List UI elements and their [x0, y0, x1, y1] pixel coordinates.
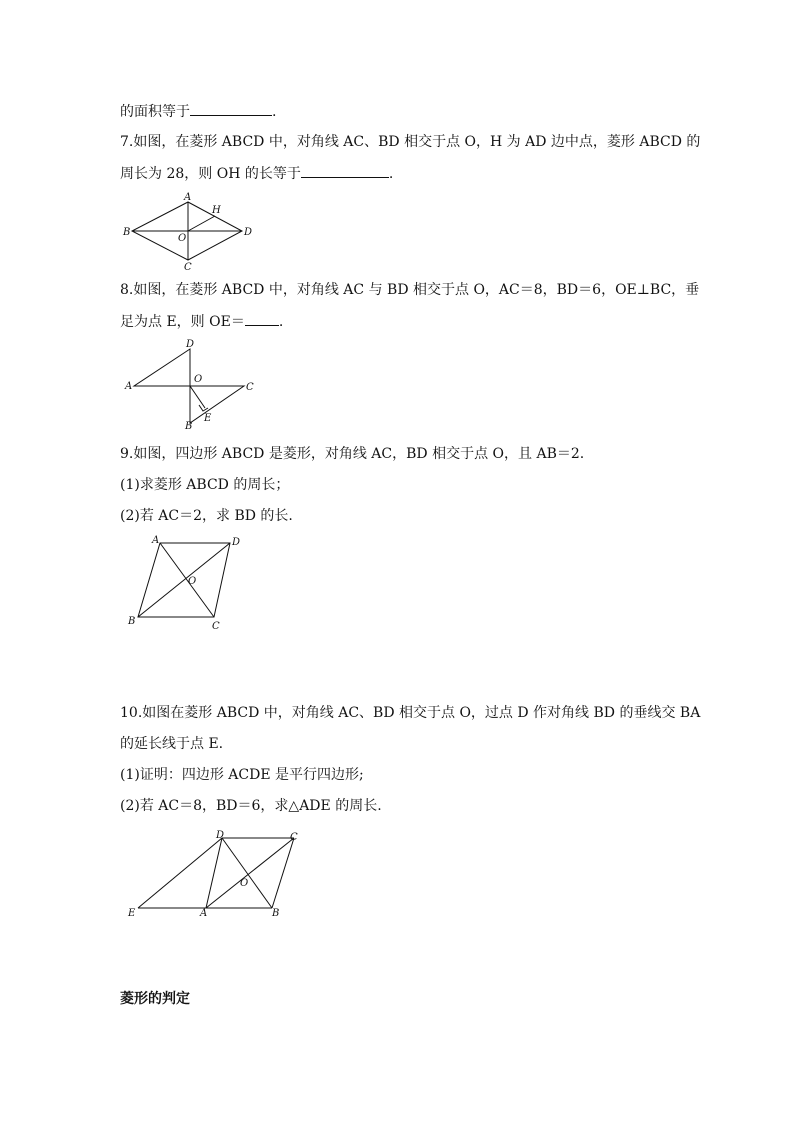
label-a: A	[200, 908, 208, 919]
label-h: H	[212, 205, 221, 216]
label-c: C	[246, 382, 254, 393]
segment-bc	[272, 838, 294, 908]
q7-line-2: 周长为 28，则 OH 的长等于 .	[120, 163, 393, 184]
label-c: C	[184, 262, 192, 272]
label-e: E	[128, 908, 136, 919]
label-b: B	[128, 616, 136, 627]
q10-line-2: 的延长线于点 E.	[120, 736, 224, 752]
segment-oh	[188, 216, 215, 231]
figure-q10-parallelogram	[122, 828, 308, 922]
figure-q7-rhombus	[118, 190, 258, 272]
label-e: E	[204, 413, 212, 424]
label-d: D	[232, 537, 241, 548]
q10-line-1: 10.如图在菱形 ABCD 中，对角线 AC、BD 相交于点 O，过点 D 作对角线 BD 的垂线交 BA	[120, 705, 701, 721]
q8-line-1: 8.如图，在菱形 ABCD 中，对角线 AC 与 BD 相交于点 O，AC＝8，BD＝6，OE⊥BC，垂	[120, 282, 700, 298]
label-o: O	[240, 878, 249, 889]
q10-part-1: (1)证明：四边形 ACDE 是平行四边形;	[120, 767, 364, 783]
section-title: 菱形的判定	[120, 991, 190, 1007]
segment-ed	[138, 838, 222, 908]
label-a: A	[152, 535, 160, 546]
figure-q9-rhombus	[122, 533, 250, 633]
q9-part-2: (2)若 AC＝2，求 BD 的长.	[120, 508, 293, 524]
answer-blank-q8[interactable]	[245, 311, 279, 326]
label-d: D	[186, 339, 195, 350]
figure-q8-rhombus	[120, 337, 260, 429]
q10-part-2: (2)若 AC＝8，BD＝6，求△ADE 的周长.	[120, 798, 382, 814]
q8-line-2: 足为点 E，则 OE＝ .	[120, 311, 283, 332]
q9-part-1: (1)求菱形 ABCD 的周长；	[120, 477, 290, 493]
label-a: A	[184, 192, 192, 203]
answer-blank-q6[interactable]	[190, 101, 272, 116]
label-b: B	[272, 908, 280, 919]
q6-tail-line: 的面积等于 .	[120, 101, 276, 122]
q7-line-1: 7.如图，在菱形 ABCD 中，对角线 AC、BD 相交于点 O，H 为 AD 边中点，菱形 ABCD 的	[120, 134, 701, 150]
q6-tail-text: 的面积等于	[120, 104, 190, 120]
label-d: D	[216, 830, 225, 841]
label-c: C	[290, 832, 298, 843]
label-o: O	[194, 374, 203, 385]
answer-blank-q7[interactable]	[301, 163, 389, 178]
q9-line-1: 9.如图，四边形 ABCD 是菱形，对角线 AC，BD 相交于点 O，且 AB＝2.	[120, 446, 585, 462]
label-d: D	[244, 227, 253, 238]
label-b: B	[123, 227, 131, 238]
label-a: A	[125, 381, 133, 392]
diagonal-ac	[160, 543, 214, 617]
label-b: B	[185, 421, 193, 429]
diagonal-bd	[222, 838, 272, 908]
segment-oe	[190, 386, 205, 408]
label-o: O	[188, 576, 197, 587]
label-o: O	[178, 233, 187, 244]
label-c: C	[212, 621, 220, 632]
